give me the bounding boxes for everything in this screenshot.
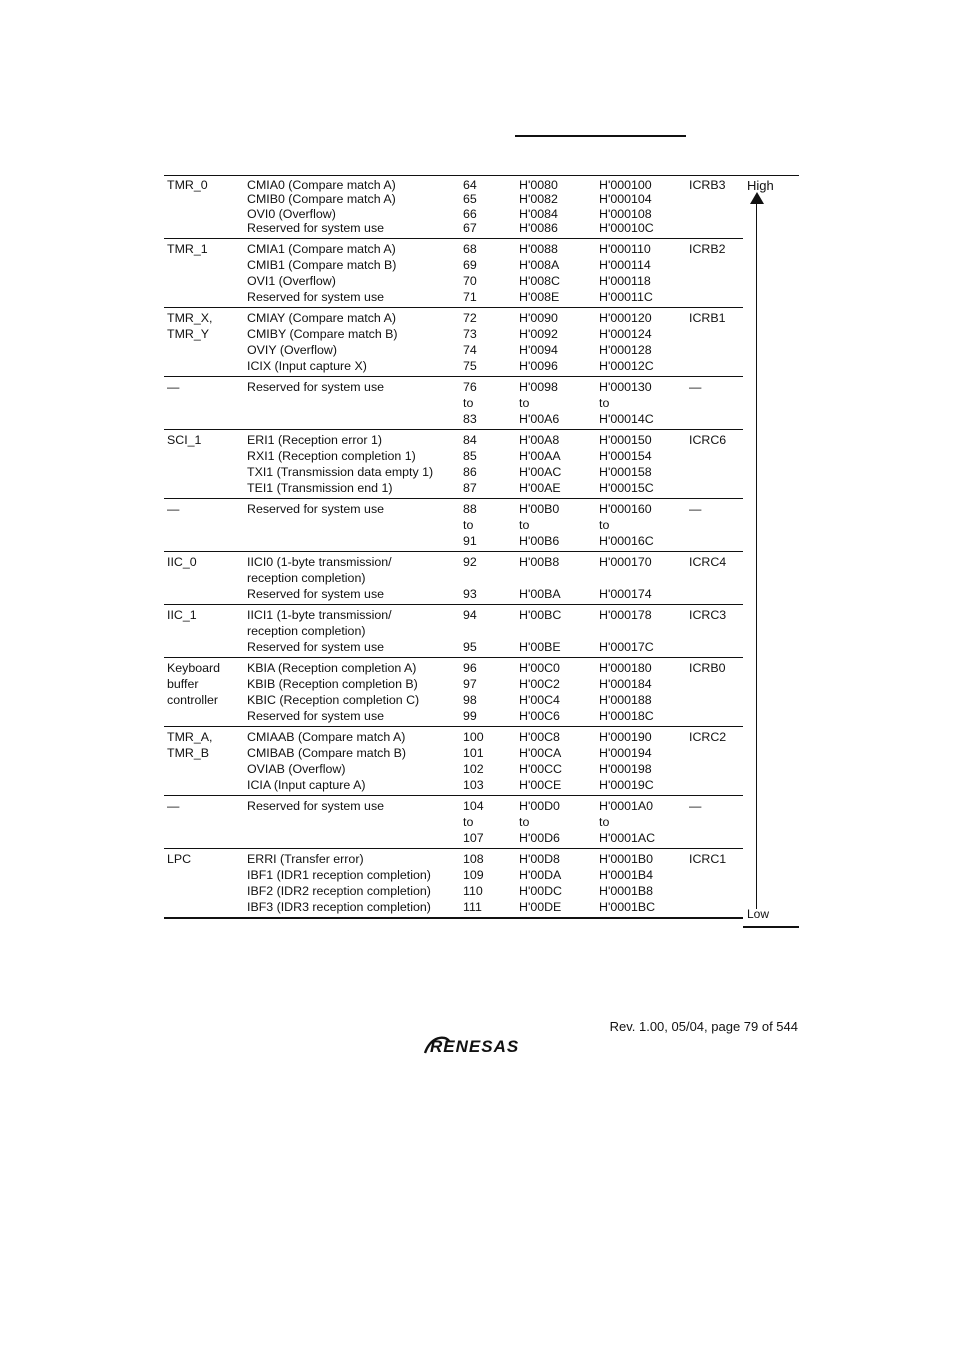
vector-address-cell (596, 307, 686, 376)
cell-line: 98 (463, 692, 477, 707)
cell-line: OVIY (Overflow) (247, 342, 337, 357)
page-footer: Rev. 1.00, 05/04, page 79 of 544 (609, 1019, 798, 1034)
cell-line: H'00012C (599, 358, 654, 373)
ipr-cell (686, 551, 743, 604)
cell-line: buffer (167, 676, 199, 691)
cell-line: H'000194 (599, 745, 652, 760)
cell-line: TMR_1 (167, 241, 208, 256)
cell-line: 68 (463, 241, 477, 256)
cell-line: to (519, 395, 530, 410)
vector-number-cell (460, 848, 516, 918)
interrupt-source-cell (164, 429, 244, 498)
cell-line: H'000104 (599, 192, 652, 207)
cell-line: 99 (463, 708, 477, 723)
cell-line: KBIB (Reception completion B) (247, 676, 418, 691)
cell-line (519, 623, 596, 639)
vector-address-cell (596, 795, 686, 848)
cell-line: 107 (463, 830, 484, 845)
cell-line: LPC (167, 851, 192, 866)
cell-line: H'00DA (519, 867, 562, 882)
cell-line: CMIBAB (Compare match B) (247, 745, 407, 760)
cell-line: H'0001B0 (599, 851, 654, 866)
priority-high-label: High (747, 178, 774, 193)
vector-number-cell (460, 176, 516, 239)
cell-line: — (167, 379, 180, 394)
cell-line: H'000130 (599, 379, 652, 394)
cell-line: 85 (463, 448, 477, 463)
cell-line: — (689, 501, 702, 516)
vector-address-cell (596, 376, 686, 429)
cell-line: H'0080 (519, 178, 558, 192)
vector-address-cell (596, 551, 686, 604)
cell-line: ICRC1 (689, 851, 727, 866)
ipr-cell (686, 795, 743, 848)
cell-line: Keyboard (167, 660, 221, 675)
interrupt-source-cell (164, 307, 244, 376)
vector-address-cell (596, 848, 686, 918)
cell-line: reception completion) (247, 623, 366, 638)
cell-line: H'000174 (599, 586, 652, 601)
cell-line: H'0001B8 (599, 883, 654, 898)
cell-line: H'00CC (519, 761, 562, 776)
cell-line: H'008C (519, 273, 560, 288)
cell-line: H'00015C (599, 480, 654, 495)
table-row (164, 551, 743, 604)
vector-offset-cell (516, 429, 596, 498)
table-row (164, 726, 743, 795)
origin-cell (244, 795, 460, 848)
cell-line: 66 (463, 206, 477, 221)
cell-line: 96 (463, 660, 477, 675)
cell-line: H'00C2 (519, 676, 560, 691)
cell-line: H'00017C (599, 639, 654, 654)
priority-low-label: Low (747, 907, 770, 921)
ipr-cell (686, 176, 743, 239)
cell-line: H'008E (519, 289, 560, 304)
cell-line: IBF1 (IDR1 reception completion) (247, 867, 431, 882)
header-rule (515, 135, 686, 137)
priority-arrow-shaft (756, 202, 757, 909)
origin-cell (244, 726, 460, 795)
cell-line: CMIB0 (Compare match A) (247, 192, 396, 207)
cell-line: H'000100 (599, 178, 652, 192)
vector-number-cell (460, 726, 516, 795)
cell-line: H'0088 (519, 241, 558, 256)
cell-line: to (599, 814, 610, 829)
cell-line: H'000158 (599, 464, 652, 479)
cell-line: 88 (463, 501, 477, 516)
cell-line: — (167, 501, 180, 516)
cell-line: 101 (463, 745, 484, 760)
cell-line: H'00B6 (519, 533, 560, 548)
cell-line: H'00DE (519, 899, 562, 914)
origin-cell (244, 429, 460, 498)
cell-line: 87 (463, 480, 477, 495)
cell-line: H'000154 (599, 448, 652, 463)
origin-cell (244, 657, 460, 726)
origin-cell (244, 238, 460, 307)
cell-line: H'00A6 (519, 411, 560, 426)
cell-line: ICIA (Input capture A) (247, 777, 366, 792)
cell-line (463, 570, 516, 586)
cell-line: to (599, 517, 610, 532)
cell-line: H'0090 (519, 310, 558, 325)
origin-cell (244, 498, 460, 551)
priority-arrow-icon (750, 192, 764, 204)
cell-line: ICIX (Input capture X) (247, 358, 367, 373)
cell-line: H'00BA (519, 586, 561, 601)
cell-line: OVI1 (Overflow) (247, 273, 336, 288)
cell-line: IBF2 (IDR2 reception completion) (247, 883, 431, 898)
cell-line: TMR_X, (167, 310, 213, 325)
cell-line: 102 (463, 761, 484, 776)
cell-line: 93 (463, 586, 477, 601)
cell-line (599, 623, 686, 639)
cell-line: H'00A8 (519, 432, 560, 447)
cell-line: 111 (463, 899, 482, 914)
interrupt-source-cell (164, 551, 244, 604)
cell-line: 110 (463, 883, 483, 898)
vector-offset-cell (516, 657, 596, 726)
cell-line: CMIA1 (Compare match A) (247, 241, 396, 256)
cell-line: 69 (463, 257, 477, 272)
ipr-cell (686, 307, 743, 376)
cell-line: H'0001AC (599, 830, 656, 845)
cell-line: OVI0 (Overflow) (247, 206, 336, 221)
cell-line: H'0094 (519, 342, 558, 357)
cell-line: IIC_1 (167, 607, 197, 622)
cell-line: ICRC2 (689, 729, 727, 744)
vector-address-cell (596, 604, 686, 657)
cell-line: 83 (463, 411, 477, 426)
cell-line: 64 (463, 178, 477, 192)
cell-line: H'00011C (599, 289, 653, 304)
cell-line: 100 (463, 729, 484, 744)
interrupt-source-cell (164, 795, 244, 848)
table-row (164, 604, 743, 657)
cell-line: Reserved for system use (247, 379, 385, 394)
priority-bottom-rule (743, 926, 799, 928)
cell-line: Reserved for system use (247, 221, 385, 236)
cell-line: ICRC3 (689, 607, 727, 622)
cell-line: 84 (463, 432, 477, 447)
cell-line: ERRI (Transfer error) (247, 851, 364, 866)
cell-line: H'0082 (519, 192, 558, 207)
cell-line: KBIA (Reception completion A) (247, 660, 417, 675)
vector-number-cell (460, 795, 516, 848)
cell-line: to (599, 395, 610, 410)
cell-line: H'008A (519, 257, 560, 272)
table-row (164, 176, 743, 239)
cell-line: H'000118 (599, 273, 651, 288)
vector-offset-cell (516, 498, 596, 551)
vector-offset-cell (516, 551, 596, 604)
cell-line: H'000124 (599, 326, 652, 341)
cell-line: 95 (463, 639, 477, 654)
table-row (164, 238, 743, 307)
cell-line: H'00D0 (519, 798, 560, 813)
cell-line: H'00018C (599, 708, 654, 723)
cell-line: 71 (463, 289, 477, 304)
cell-line: H'00CE (519, 777, 562, 792)
cell-line: 72 (463, 310, 477, 325)
cell-line: SCI_1 (167, 432, 202, 447)
origin-cell (244, 604, 460, 657)
origin-cell (244, 307, 460, 376)
interrupt-source-cell (164, 176, 244, 239)
cell-line: H'000108 (599, 206, 652, 221)
cell-line: H'000178 (599, 607, 652, 622)
cell-line: H'00AA (519, 448, 561, 463)
cell-line: H'00C8 (519, 729, 560, 744)
cell-line (599, 570, 686, 586)
ipr-cell (686, 238, 743, 307)
priority-top-rule (743, 175, 799, 176)
ipr-cell (686, 848, 743, 918)
cell-line: H'00BC (519, 607, 562, 622)
cell-line: ICRC6 (689, 432, 727, 447)
vector-address-cell (596, 238, 686, 307)
origin-cell (244, 551, 460, 604)
cell-line: H'00C6 (519, 708, 560, 723)
table-row (164, 498, 743, 551)
cell-line: Reserved for system use (247, 289, 385, 304)
cell-line: TEI1 (Transmission end 1) (247, 480, 393, 495)
cell-line: RXI1 (Reception completion 1) (247, 448, 416, 463)
cell-line: Reserved for system use (247, 639, 385, 654)
cell-line: TMR_B (167, 745, 209, 760)
cell-line: CMIA0 (Compare match A) (247, 178, 396, 192)
cell-line (519, 570, 596, 586)
interrupt-source-cell (164, 238, 244, 307)
cell-line: 70 (463, 273, 477, 288)
cell-line: H'000128 (599, 342, 652, 357)
cell-line: H'00016C (599, 533, 654, 548)
cell-line: H'000150 (599, 432, 652, 447)
cell-line: H'0092 (519, 326, 558, 341)
cell-line: CMIAAB (Compare match A) (247, 729, 406, 744)
vector-offset-cell (516, 726, 596, 795)
cell-line: 91 (463, 533, 477, 548)
cell-line: H'000120 (599, 310, 652, 325)
vector-offset-cell (516, 604, 596, 657)
vector-address-cell (596, 498, 686, 551)
vector-table-body (164, 176, 743, 918)
cell-line: H'000184 (599, 676, 652, 691)
cell-line: H'000190 (599, 729, 652, 744)
cell-line: H'00014C (599, 411, 654, 426)
cell-line: ICRC4 (689, 554, 727, 569)
cell-line: 86 (463, 464, 477, 479)
cell-line: 109 (463, 867, 484, 882)
vector-number-cell (460, 498, 516, 551)
cell-line: H'000114 (599, 257, 651, 272)
interrupt-source-cell (164, 604, 244, 657)
cell-line: — (689, 798, 702, 813)
cell-line: 108 (463, 851, 484, 866)
cell-line: ICRB3 (689, 178, 726, 192)
vector-address-cell (596, 657, 686, 726)
cell-line: H'0096 (519, 358, 558, 373)
cell-line: OVIAB (Overflow) (247, 761, 346, 776)
cell-line: to (463, 517, 474, 532)
cell-line: KBIC (Reception completion C) (247, 692, 420, 707)
vector-number-cell (460, 429, 516, 498)
cell-line: 103 (463, 777, 484, 792)
cell-line: 75 (463, 358, 477, 373)
cell-line: H'000160 (599, 501, 652, 516)
cell-line: H'00D6 (519, 830, 560, 845)
cell-line: H'00AE (519, 480, 561, 495)
vector-number-cell (460, 238, 516, 307)
cell-line: ICRB0 (689, 660, 726, 675)
cell-line: IIC_0 (167, 554, 197, 569)
cell-line: H'00BE (519, 639, 561, 654)
cell-line: CMIBY (Compare match B) (247, 326, 398, 341)
cell-line: TMR_0 (167, 178, 208, 192)
cell-line (463, 623, 516, 639)
table-row (164, 429, 743, 498)
ipr-cell (686, 429, 743, 498)
vector-address-cell (596, 176, 686, 239)
vector-offset-cell (516, 376, 596, 429)
cell-line: H'00D8 (519, 851, 560, 866)
ipr-cell (686, 726, 743, 795)
cell-line: to (463, 395, 474, 410)
cell-line: Reserved for system use (247, 501, 385, 516)
ipr-cell (686, 657, 743, 726)
renesas-logo-icon (423, 1032, 541, 1058)
cell-line: H'0086 (519, 221, 558, 236)
cell-line: H'000188 (599, 692, 652, 707)
cell-line: ERI1 (Reception error 1) (247, 432, 382, 447)
cell-line: H'00AC (519, 464, 562, 479)
cell-line: H'0098 (519, 379, 558, 394)
cell-line: 92 (463, 554, 477, 569)
cell-line: 73 (463, 326, 477, 341)
cell-line: 74 (463, 342, 477, 357)
vector-number-cell (460, 604, 516, 657)
interrupt-source-cell (164, 498, 244, 551)
vector-offset-cell (516, 307, 596, 376)
table-row (164, 657, 743, 726)
cell-line: H'000198 (599, 761, 652, 776)
vector-address-cell (596, 429, 686, 498)
cell-line: 65 (463, 192, 477, 207)
cell-line: reception completion) (247, 570, 366, 585)
cell-line: 97 (463, 676, 477, 691)
cell-line: H'00019C (599, 777, 654, 792)
vector-table (164, 175, 743, 919)
vector-number-cell (460, 551, 516, 604)
ipr-cell (686, 376, 743, 429)
cell-line: H'00B8 (519, 554, 560, 569)
cell-line: Reserved for system use (247, 586, 385, 601)
cell-line: TMR_Y (167, 326, 209, 341)
vector-offset-cell (516, 176, 596, 239)
ipr-cell (686, 604, 743, 657)
origin-cell (244, 176, 460, 239)
cell-line: H'000170 (599, 554, 652, 569)
origin-cell (244, 848, 460, 918)
cell-line: controller (167, 692, 218, 707)
vector-offset-cell (516, 795, 596, 848)
svg-text:RENESAS: RENESAS (430, 1037, 520, 1056)
cell-line: ICRB1 (689, 310, 726, 325)
ipr-cell (686, 498, 743, 551)
cell-line: H'0084 (519, 206, 558, 221)
cell-line: H'00CA (519, 745, 562, 760)
cell-line: H'00C0 (519, 660, 560, 675)
interrupt-source-cell (164, 848, 244, 918)
interrupt-source-cell (164, 726, 244, 795)
vector-offset-cell (516, 848, 596, 918)
cell-line: — (689, 379, 702, 394)
cell-line: IICI1 (1-byte transmission/ (247, 607, 392, 622)
table-row (164, 795, 743, 848)
cell-line: H'0001A0 (599, 798, 654, 813)
cell-line: H'00010C (599, 221, 654, 236)
cell-line: 94 (463, 607, 477, 622)
cell-line: 76 (463, 379, 477, 394)
cell-line: 104 (463, 798, 484, 813)
cell-line: Reserved for system use (247, 798, 385, 813)
cell-line: H'00C4 (519, 692, 560, 707)
cell-line: 67 (463, 221, 477, 236)
cell-line: H'00B0 (519, 501, 560, 516)
cell-line: ICRB2 (689, 241, 726, 256)
interrupt-source-cell (164, 657, 244, 726)
cell-line: IICI0 (1-byte transmission/ (247, 554, 392, 569)
cell-line: CMIAY (Compare match A) (247, 310, 396, 325)
cell-line: to (463, 814, 474, 829)
cell-line: to (519, 814, 530, 829)
vector-address-cell (596, 726, 686, 795)
cell-line: H'0001BC (599, 899, 656, 914)
table-row (164, 307, 743, 376)
table-row (164, 376, 743, 429)
vector-offset-cell (516, 238, 596, 307)
cell-line: — (167, 798, 180, 813)
cell-line: TXI1 (Transmission data empty 1) (247, 464, 434, 479)
vector-number-cell (460, 376, 516, 429)
vector-number-cell (460, 307, 516, 376)
vector-number-cell (460, 657, 516, 726)
cell-line: H'00DC (519, 883, 562, 898)
origin-cell (244, 376, 460, 429)
cell-line: to (519, 517, 530, 532)
cell-line: H'000180 (599, 660, 652, 675)
cell-line: CMIB1 (Compare match B) (247, 257, 397, 272)
cell-line: TMR_A, (167, 729, 213, 744)
cell-line: IBF3 (IDR3 reception completion) (247, 899, 431, 914)
cell-line: H'0001B4 (599, 867, 654, 882)
cell-line: Reserved for system use (247, 708, 385, 723)
cell-line: H'000110 (599, 241, 651, 256)
table-row (164, 848, 743, 918)
interrupt-source-cell (164, 376, 244, 429)
